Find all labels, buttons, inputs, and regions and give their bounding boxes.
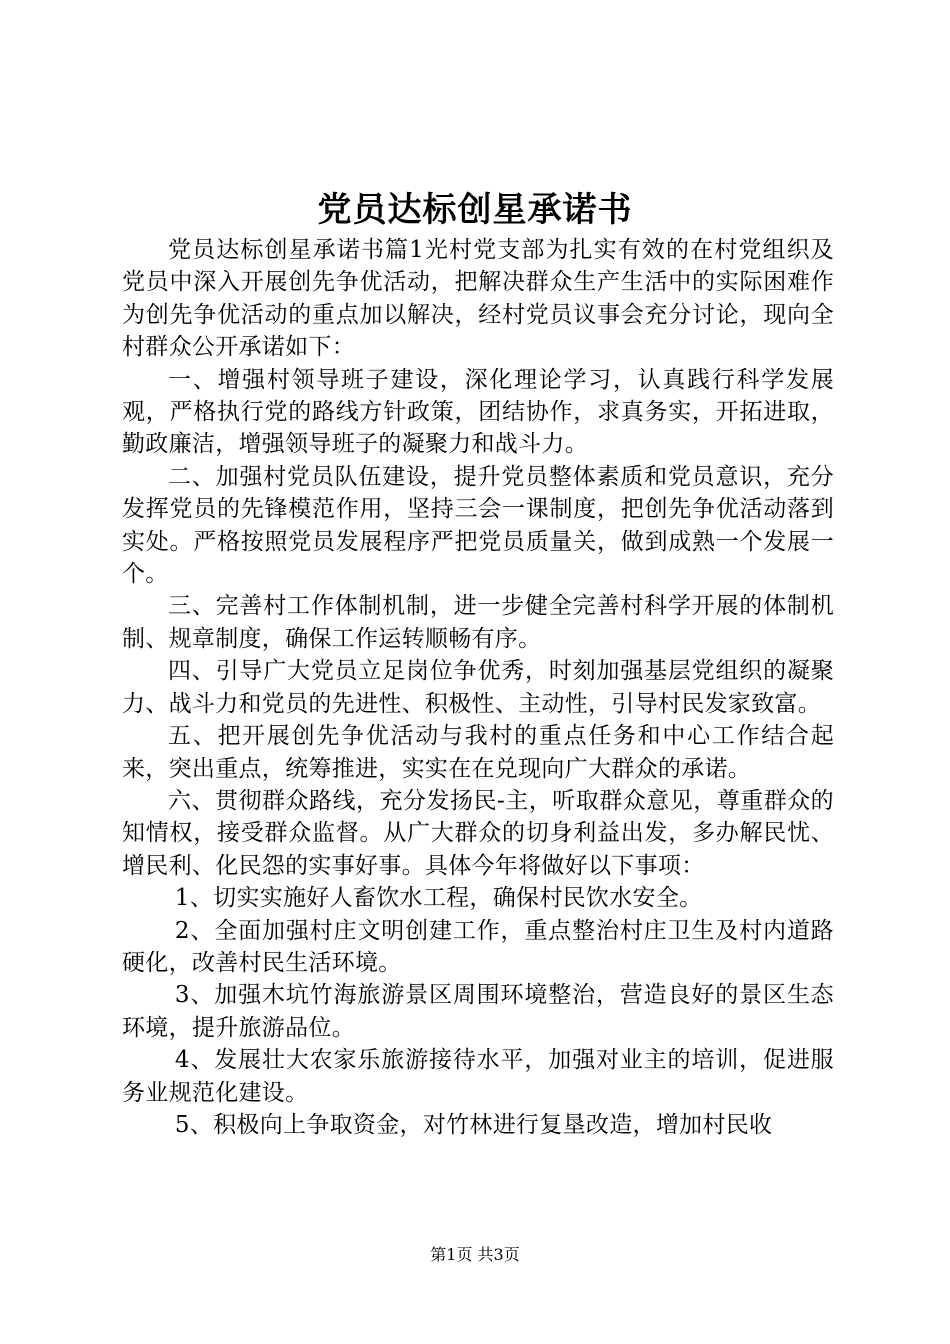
paragraph-subitem-2: 2、全面加强村庄文明创建工作，重点整治村庄卫生及村内道路硬化，改善村民生活环境。 bbox=[122, 917, 834, 976]
document-title: 党员达标创星承诺书 bbox=[317, 190, 633, 230]
paragraph-intro: 党员达标创星承诺书篇1光村党支部为扎实有效的在村党组织及党员中深入开展创先争优活动，把解决群众生产生活中的实际困难作为创先争优活动的重点加以解决，经村党员议事会充分讨论，现向全村群众公开承诺如下： bbox=[122, 237, 834, 361]
document-body bbox=[122, 234, 834, 1141]
page-number: 第1页 共3页 bbox=[430, 1245, 520, 1264]
paragraph-subitem-1: 1、切实实施好人畜饮水工程，确保村民饮水安全。 bbox=[174, 885, 703, 912]
paragraph-item-4: 四、引导广大党员立足岗位争优秀，时刻加强基层党组织的凝聚力、战斗力和党员的先进性、积极性、主动性，引导村民发家致富。 bbox=[122, 658, 834, 717]
paragraph-subitem-3: 3、加强木坑竹海旅游景区周围环境整治，营造良好的景区生态环境，提升旅游品位。 bbox=[122, 982, 834, 1041]
paragraph-item-6: 六、贯彻群众路线，充分发扬民-主，听取群众意见，尊重群众的知情权，接受群众监督。从广大群众的切身利益出发，多办解民忧、增民利、化民怨的实事好事。具体今年将做好以下事项： bbox=[122, 787, 834, 879]
paragraph-item-1: 一、增强村领导班子建设，深化理论学习，认真践行科学发展观，严格执行党的路线方针政策，团结协作，求真务实，开拓进取，勤政廉洁，增强领导班子的凝聚力和战斗力。 bbox=[122, 366, 834, 458]
paragraph-item-5: 五、把开展创先争优活动与我村的重点任务和中心工作结合起来，突出重点，统筹推进，实实在在兑现向广大群众的承诺。 bbox=[122, 723, 834, 782]
paragraph-item-3: 三、完善村工作体制机制，进一步健全完善村科学开展的体制机制、规章制度，确保工作运转顺畅有序。 bbox=[122, 593, 834, 652]
paragraph-subitem-5: 5、积极向上争取资金，对竹林进行复垦改造，增加村民收 bbox=[174, 1111, 773, 1138]
paragraph-subitem-4: 4、发展壮大农家乐旅游接待水平，加强对业主的培训，促进服务业规范化建设。 bbox=[122, 1047, 834, 1106]
paragraph-item-2: 二、加强村党员队伍建设，提升党员整体素质和党员意识，充分发挥党员的先锋模范作用，坚持三会一课制度，把创先争优活动落到实处。严格按照党员发展程序严把党员质量关，做到成熟一个发展一个。 bbox=[122, 463, 834, 588]
